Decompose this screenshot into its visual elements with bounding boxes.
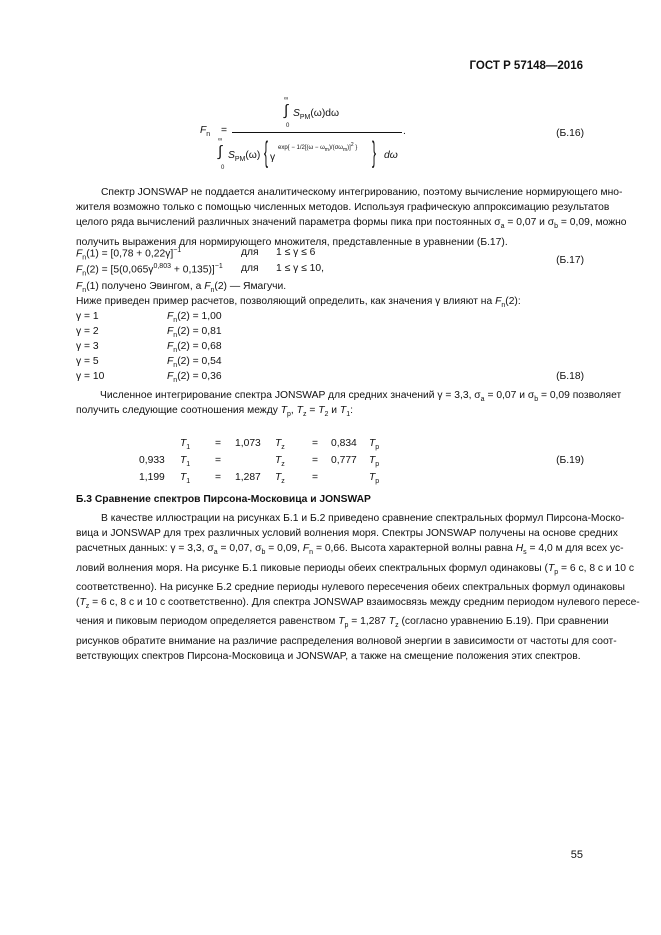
b19-r3-t2: $T_z$	[275, 472, 285, 486]
paragraph-comparison: В качестве иллюстрации на рисунках Б.1 и Б.2 приведено сравнение спектральных формул Пирсона-Моско- вица и JONSWAP для трех различных условий волнения моря. Спектры JONSWAP получены на основе средних расчетных данных: γ = 3,3, $\sigma_a = 0,07$, $\sigma_b = 0,09$, $F_n = 0,66$. Высота характерной волны равна $H_s = 4,0$ м для всех ус- ловий волнения моря. На рисунке Б.1 пиковые периоды обеих спектральных формул одинаковы ($T_p = 6$ с, 8 с и 10 с соответственно). На рисунке Б.2 средние периоды нулевого пересечения обеих спектральных формул одинаковы ($T_z = 6$ с, 8 с и 10 с соответственно). Для спектра JONSWAP взаимосвязь между средним периодом нулевого пересе- чения и пиковым периодом определяется равенством $T_p = 1,287$ $T_z$ (согласно уравнению Б.19). При сравнении рисунков обратите внимание на различие распределения волновой энергии в зависимости от частоты для соот- ветствующих спектров Пирсона-Московица и JONSWAP, а также на смещение положения этих спектров.	[76, 513, 640, 662]
equation-number-b18: (Б.18)	[556, 371, 584, 382]
num-integral: ∫	[284, 102, 289, 119]
den-gamma: γ	[270, 152, 276, 163]
equation-number-b16: (Б.16)	[556, 128, 584, 139]
b19-r2-c0: 0,933	[139, 455, 165, 466]
b19-r3-t3: $T_p$	[369, 472, 380, 486]
eq-period: .	[403, 126, 406, 137]
paragraph-example-intro: Ниже приведен пример расчетов, позволяющий определить, как значения γ влияют на $F_n(2)$:	[76, 296, 521, 310]
fraction-bar	[232, 132, 402, 133]
b19-r1-t1: $T_1$	[180, 438, 191, 452]
b19-r3-c0: 1,199	[139, 472, 165, 483]
b18-value-1: $F_n(2) = 1,00$	[167, 311, 222, 325]
equation-number-b17: (Б.17)	[556, 255, 584, 266]
b19-r2-t1: $T_1$	[180, 455, 191, 469]
den-integral: ∫	[218, 143, 223, 160]
b18-gamma-2: γ = 2	[76, 326, 99, 337]
b17-row2-formula: $F_n(2) = [5(0,065\gamma^{0,803} + 0,135)]^{-1}$	[76, 263, 223, 278]
den-integrand: $S_{PM}(\omega)$	[228, 150, 261, 164]
b18-value-4: $F_n(2) = 0,54$	[167, 356, 222, 370]
b18-value-3: $F_n(2) = 0,68$	[167, 341, 222, 355]
num-integrand: $S_{PM}(\omega)d\omega$	[293, 108, 340, 122]
b19-r1-eq1: =	[215, 438, 222, 449]
b19-r2-eq2: =	[312, 455, 319, 466]
den-upper-limit: ∞	[218, 137, 223, 143]
b19-r3-c1: 1,287	[235, 472, 261, 483]
num-upper-limit: ∞	[284, 96, 289, 102]
b19-r2-eq1: =	[215, 455, 222, 466]
b19-r3-t1: $T_1$	[180, 472, 191, 486]
den-lower-limit: 0	[221, 165, 225, 171]
b17-row1-formula: $F_n(1) = [0,78 + 0,22\gamma]^{-1}$	[76, 247, 182, 262]
den-domega: dω	[384, 150, 398, 161]
b18-gamma-1: γ = 1	[76, 311, 99, 322]
paragraph-authors: $F_n(1)$ получено Эвингом, а $F_n(2)$ — Ямагучи.	[76, 281, 287, 295]
paragraph-numeric-line1: Численное интегрирование спектра JONSWAP для средних значений γ = 3,3, $\sigma_a = 0,07$ и $\sigma_b = 0,09$ позволяет	[100, 390, 622, 404]
b19-r1-c1: 1,073	[235, 438, 261, 449]
equation-number-b19: (Б.19)	[556, 455, 584, 466]
den-exponent: $\exp\{ - 1/2[(\omega - \omega_m)/(\sigma\omega_m)]^2$ }	[278, 142, 358, 154]
paragraph-numeric-line2: получить следующие соотношения между $T_p$, $T_z = T_2$ и $T_1$:	[76, 405, 353, 419]
b19-r3-eq1: =	[215, 472, 222, 483]
b19-r3-eq2: =	[312, 472, 319, 483]
b19-r2-t3: $T_p$	[369, 455, 380, 469]
b17-row1-for: для	[241, 247, 259, 258]
b19-r1-t2: $T_z$	[275, 438, 285, 452]
b19-r2-c2: 0,777	[331, 455, 357, 466]
eq-equals: =	[221, 125, 228, 136]
b19-r1-t3: $T_p$	[369, 438, 380, 452]
paragraph-jonswap-integration: Спектр JONSWAP не поддается аналитическому интегрированию, поэтому вычисление нормирующего мно- жителя возможно только с помощью численных методов. Используя графическую аппроксимацию результатов целого ряда вычислений различных значений параметра формы пика при постоянных $\sigma_a = 0,07$ и $\sigma_b = 0,09$, можно получить выражения для нормирующего множителя, представленные в уравнении (Б.17).	[76, 187, 627, 248]
num-lower-limit: 0	[286, 123, 290, 129]
b17-row1-condition: 1 ≤ γ ≤ 6	[276, 247, 316, 258]
b19-r1-c2: 0,834	[331, 438, 357, 449]
b17-row2-condition: 1 ≤ γ ≤ 10,	[276, 263, 324, 274]
document-id: ГОСТ Р 57148—2016	[469, 60, 583, 72]
b17-row2-for: для	[241, 263, 259, 274]
b18-gamma-5: γ = 10	[76, 371, 105, 382]
eq-lhs: $F_n$	[200, 125, 211, 139]
page-number: 55	[570, 849, 583, 861]
section-heading: Б.3 Сравнение спектров Пирсона-Московица и JONSWAP	[76, 494, 371, 505]
b19-r1-eq2: =	[312, 438, 319, 449]
b18-value-2: $F_n(2) = 0,81$	[167, 326, 222, 340]
b18-gamma-4: γ = 5	[76, 356, 99, 367]
b19-r2-t2: $T_z$	[275, 455, 285, 469]
den-left-brace: {	[264, 136, 269, 169]
b18-value-5: $F_n(2) = 0,36$	[167, 371, 222, 385]
b18-gamma-3: γ = 3	[76, 341, 99, 352]
den-right-brace: }	[372, 136, 377, 169]
